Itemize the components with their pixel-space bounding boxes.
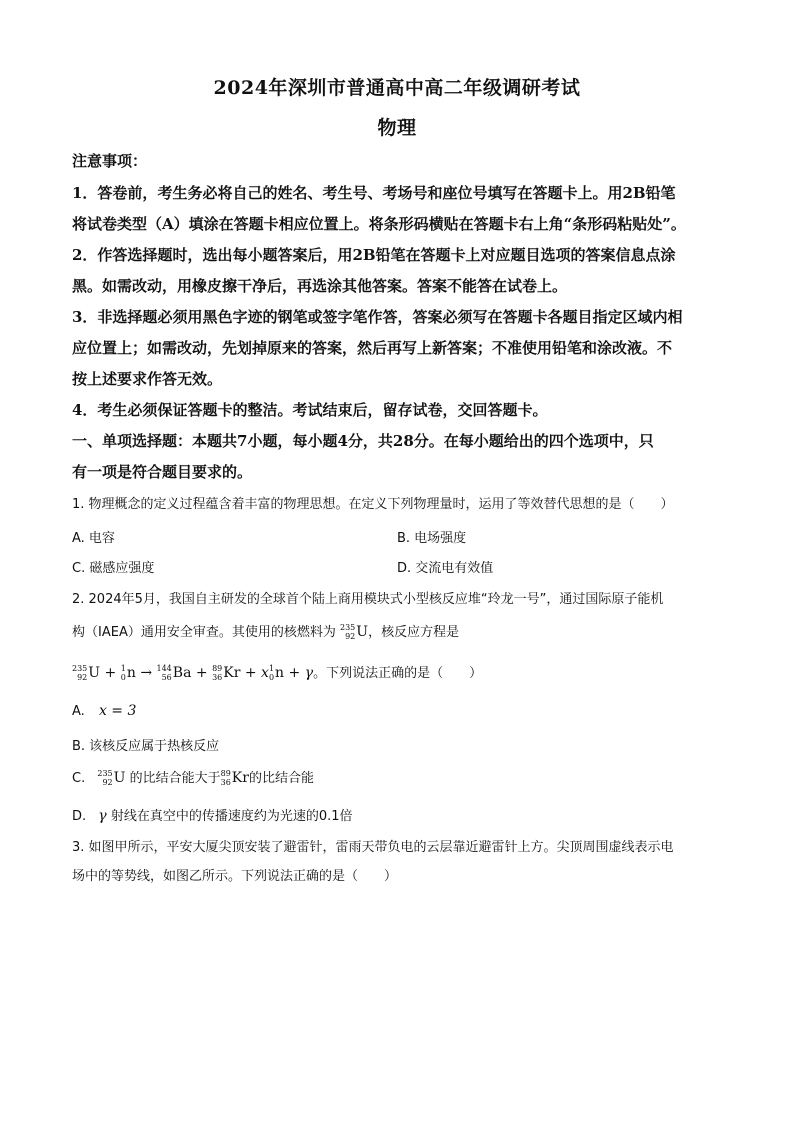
nuclide-symbol: U [356, 624, 369, 640]
atomic-number: 36 [220, 778, 231, 787]
q2-option-a [72, 703, 136, 719]
q2-stem-text: 。下列说法正确的是（ ） [313, 666, 483, 681]
subject-title: 物理 [377, 117, 417, 139]
option-text: 射线在真空中的传播速度约为光速的0.1倍 [110, 809, 353, 824]
plus-sign: + [288, 665, 301, 681]
atomic-number: 92 [77, 673, 88, 682]
notice-line: 4．考生必须保证答题卡的整洁。考试结束后，留存试卷，交回答题卡。 [72, 401, 548, 419]
mass-number: 1 [268, 664, 275, 673]
exam-title: 2024年深圳市普通高中高二年级调研考试 [213, 77, 581, 99]
atomic-number: 36 [212, 673, 223, 682]
nuclide-symbol: n [275, 665, 285, 681]
section-heading: 有一项是符合题目要求的。 [72, 463, 253, 481]
q2-stem-text: 构（IAEA）通用安全审查。其使用的核燃料为 [72, 625, 336, 640]
nuclide-u235 [340, 621, 368, 643]
nuclide-symbol: U [88, 665, 101, 681]
option-label: C. [72, 771, 86, 786]
nuclide-symbol: Kr [223, 665, 241, 681]
gamma-symbol: γ [304, 665, 314, 681]
notice-line: 黑。如需改动，用橡皮擦干净后，再选涂其他答案。答案不能答在试卷上。 [72, 277, 568, 295]
nuclide-u235 [97, 769, 125, 787]
option-text: 的比结合能 [248, 771, 314, 786]
mass-number: 235 [97, 769, 113, 778]
question-3-stem-line1: 3. 如图甲所示，平安大厦尖顶安装了避雷针，雷雨天带负电的云层靠近避雷针上方。尖顶周围虚线表示电 [72, 840, 674, 855]
mass-number: 89 [220, 769, 231, 778]
option-text: 的比结合能大于 [129, 771, 221, 786]
nuclide-kr89 [212, 662, 240, 684]
nuclide-u235 [72, 662, 100, 684]
nuclide-ba144 [157, 662, 192, 684]
question-2-stem-line2 [72, 621, 732, 644]
mass-number: 235 [339, 623, 356, 632]
mass-number: 89 [212, 664, 223, 673]
atomic-number: 0 [268, 673, 275, 682]
notice-line: 将试卷类型（A）填涂在答题卡相应位置上。将条形码横贴在答题卡右上角“条形码粘贴处”。 [72, 215, 686, 233]
notice-line: 3．非选择题必须用黑色字迹的钢笔或签字笔作答，答案必须写在答题卡各题目指定区域内相 [72, 308, 683, 326]
notice-line: 2．作答选择题时，选出每小题答案后，用2B铅笔在答题卡上对应题目选项的答案信息点涂 [72, 246, 676, 264]
atomic-number: 92 [345, 632, 356, 641]
plus-sign: + [244, 665, 257, 681]
mass-number: 144 [156, 664, 172, 673]
atomic-number: 92 [102, 778, 113, 787]
nuclide-neutron [121, 662, 136, 684]
question-1-stem: 1. 物理概念的定义过程蕴含着丰富的物理思想。在定义下列物理量时，运用了等效替代思想的是（ ） [72, 497, 674, 512]
q2-option-d [72, 805, 353, 824]
q1-option-b: B. 电场强度 [397, 531, 467, 546]
gamma-symbol: γ [98, 808, 107, 824]
nuclide-symbol: Ba [172, 665, 192, 681]
nuclide-kr89 [221, 769, 249, 787]
notice-line: 1．答卷前，考生务必将自己的姓名、考生号、考场号和座位号填写在答题卡上。用2B铅笔 [72, 184, 676, 202]
mass-number: 235 [72, 664, 88, 673]
option-expression: x = 3 [98, 703, 137, 719]
q1-option-d: D. 交流电有效值 [397, 561, 494, 576]
q1-option-c: C. 磁感应强度 [72, 561, 155, 576]
atomic-number: 0 [120, 673, 126, 682]
question-3-stem-line2: 场中的等势线，如图乙所示。下列说法正确的是（ ） [72, 869, 398, 884]
section-heading: 一、单项选择题：本题共7小题，每小题4分，共28分。在每小题给出的四个选项中，只 [72, 432, 654, 450]
option-label: A. [72, 704, 85, 719]
nuclide-symbol: n [126, 665, 136, 681]
q2-option-b: B. 该核反应属于热核反应 [72, 739, 220, 754]
atomic-number: 56 [161, 673, 172, 682]
nuclide-neutron [269, 662, 284, 684]
q2-stem-text: ，核反应方程是 [368, 625, 460, 640]
notice-line: 按上述要求作答无效。 [72, 370, 223, 388]
notice-heading: 注意事项： [72, 152, 148, 170]
mass-number: 1 [120, 664, 126, 673]
plus-sign: + [195, 665, 208, 681]
notice-line: 应位置上；如需改动，先划掉原来的答案，然后再写上新答案；不准使用铅笔和涂改液。不 [72, 339, 673, 357]
question-2-stem-line1: 2. 2024年5月，我国自主研发的全球首个陆上商用模块式小型核反应堆“玲龙一号”，通过国际原子能机 [72, 592, 664, 607]
plus-sign: + [104, 665, 117, 681]
q1-option-a: A. 电容 [72, 531, 115, 546]
q2-option-c [72, 767, 314, 787]
nuclide-symbol: U [113, 770, 126, 786]
coefficient-x: x [261, 665, 269, 681]
nuclear-reaction-equation [72, 662, 732, 685]
arrow-sign: → [140, 665, 153, 681]
nuclide-symbol: Kr [231, 770, 249, 786]
option-label: D. [72, 809, 87, 824]
